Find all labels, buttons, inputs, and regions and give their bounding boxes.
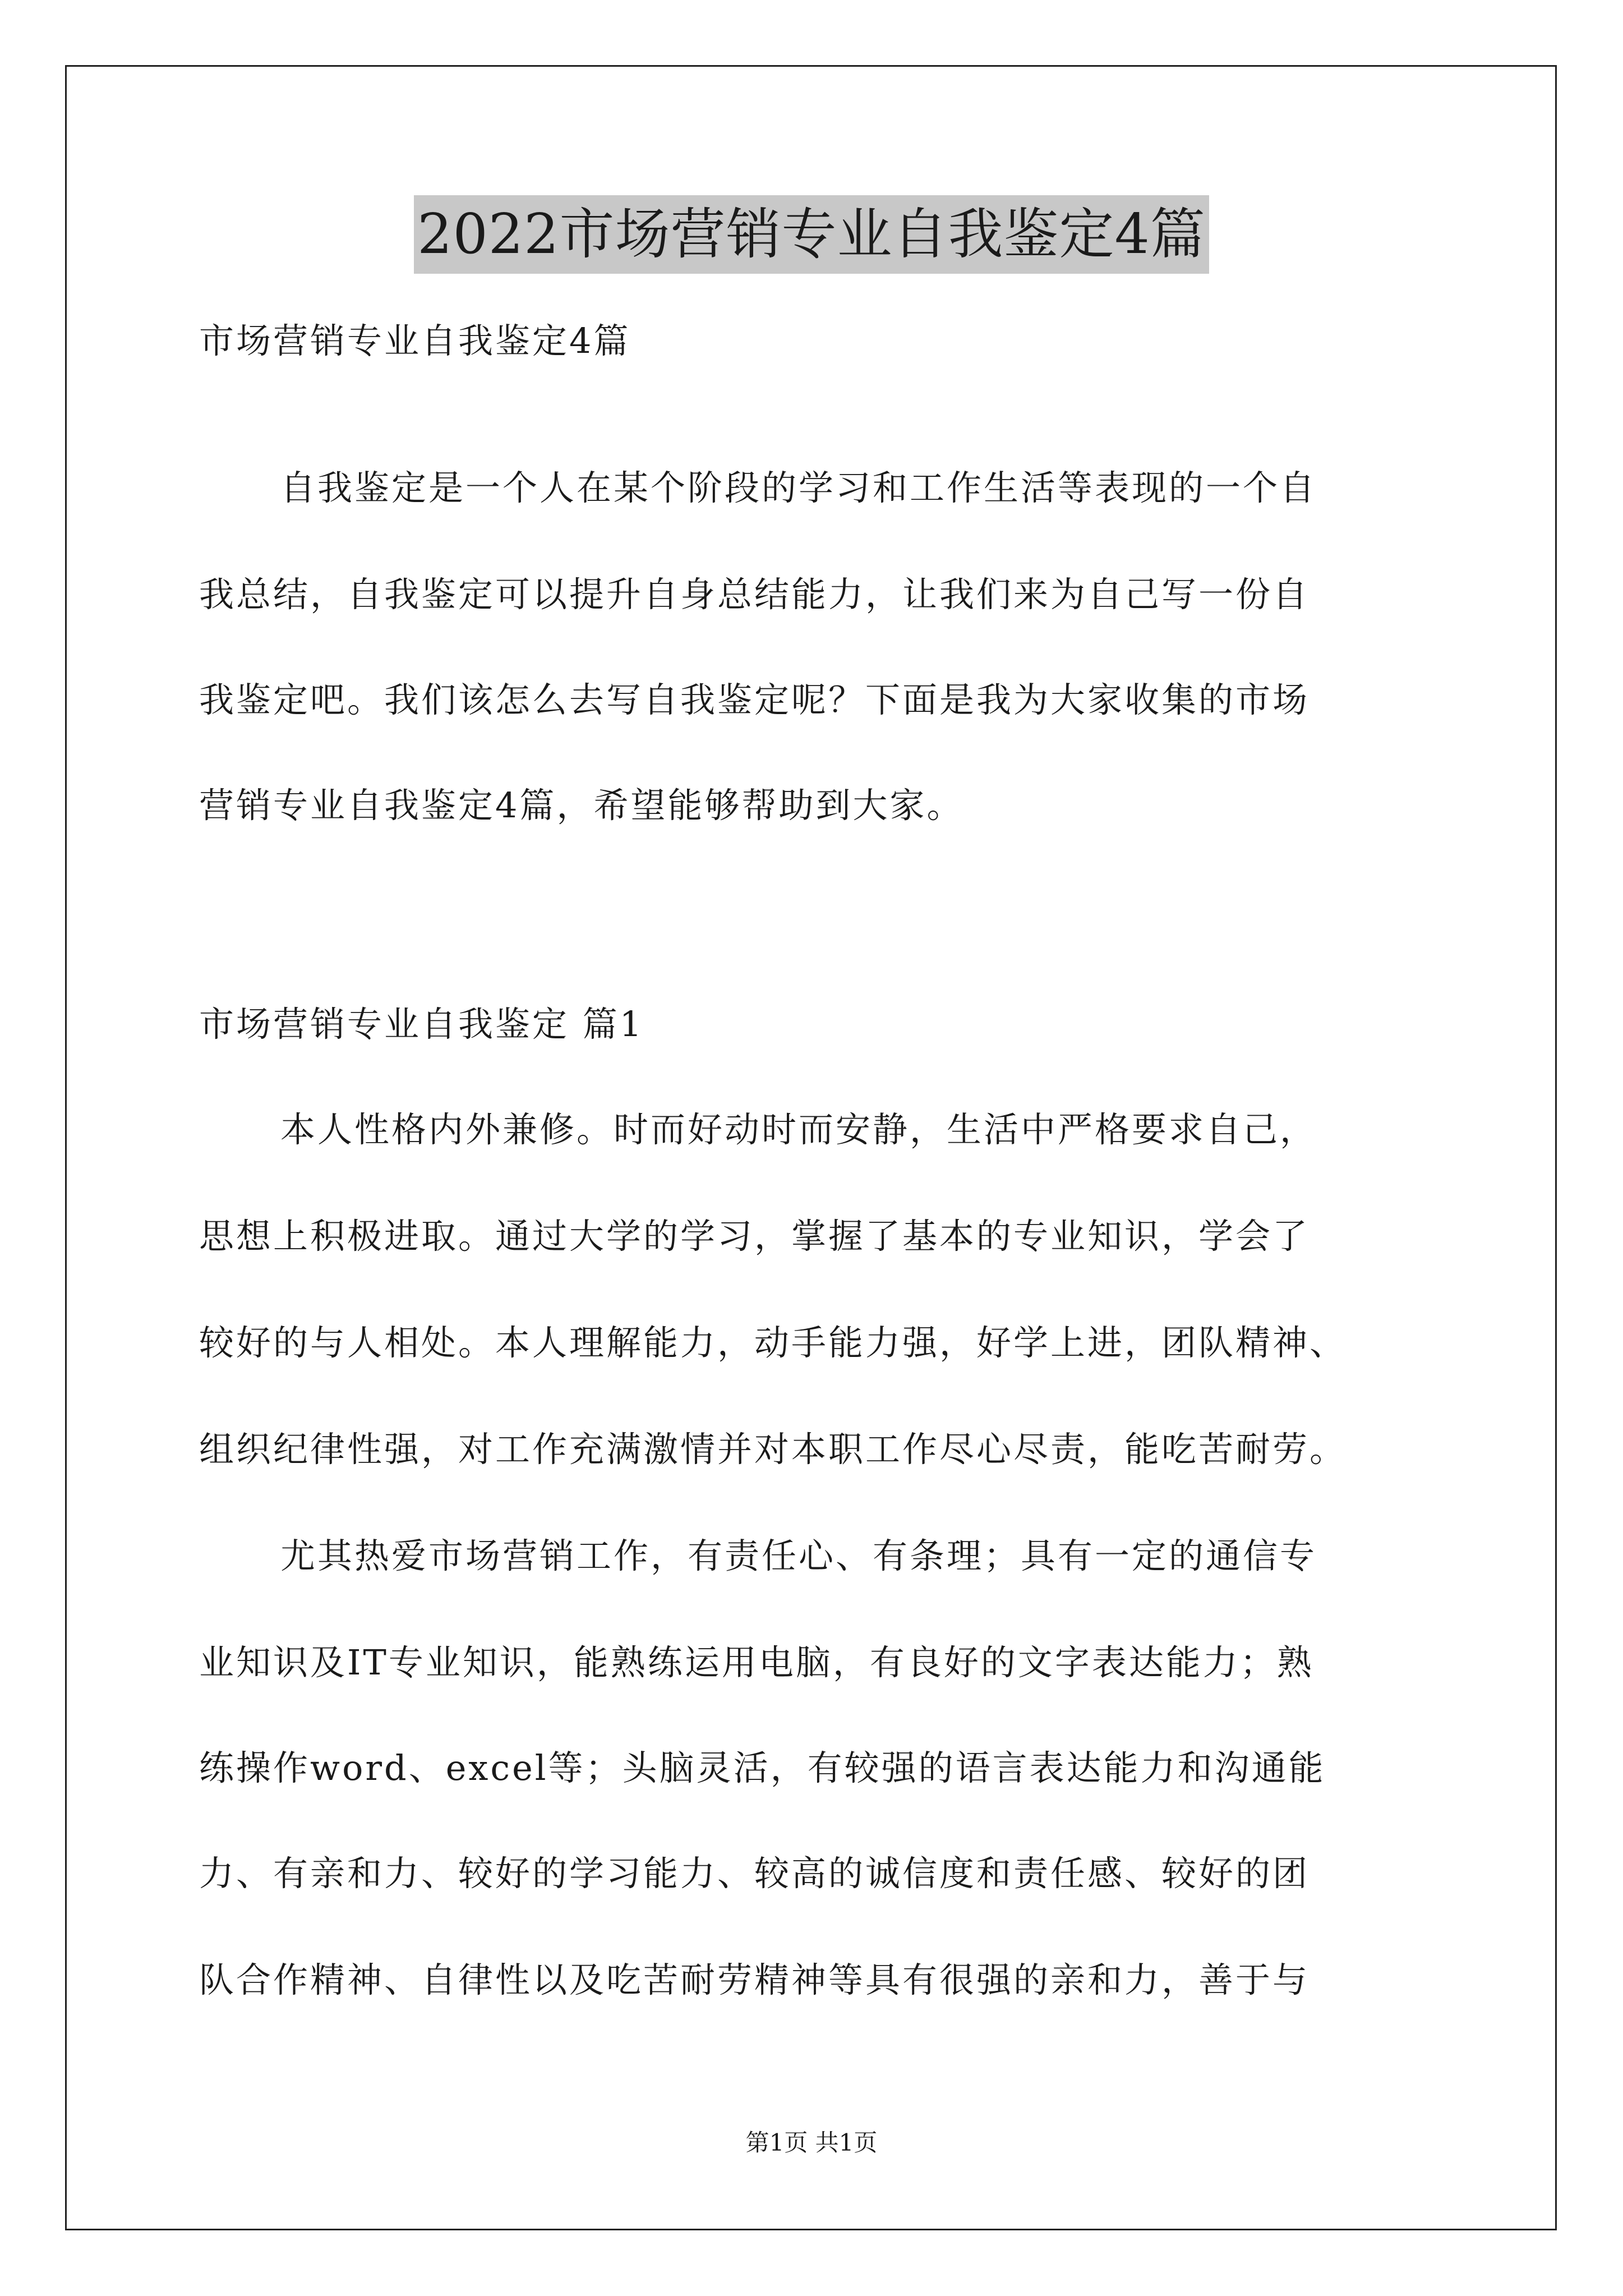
- intro-line-2: 我总结，自我鉴定可以提升自身总结能力，让我们来为自己写一份自: [199, 574, 1310, 615]
- document-title: 2022市场营销专业自我鉴定4篇: [414, 195, 1209, 274]
- intro-line-1: 自我鉴定是一个人在某个阶段的学习和工作生活等表现的一个自: [280, 467, 1317, 508]
- section1-para1-line-3: 较好的与人相处。本人理解能力，动手能力强，好学上进，团队精神、: [199, 1322, 1347, 1363]
- section1-para1-line-2: 思想上积极进取。通过大学的学习，掌握了基本的专业知识，学会了: [199, 1216, 1310, 1257]
- section1-para2-line-1: 尤其热爱市场营销工作，有责任心、有条理；具有一定的通信专: [280, 1535, 1317, 1576]
- section1-para1-line-4: 组织纪律性强，对工作充满激情并对本职工作尽心尽责，能吃苦耐劳。: [199, 1429, 1347, 1470]
- section1-heading: 市场营销专业自我鉴定 篇1: [199, 1004, 644, 1045]
- intro-line-4: 营销专业自我鉴定4篇，希望能够帮助到大家。: [199, 785, 964, 826]
- title-container: [0, 195, 1623, 274]
- section1-para2-line-5: 队合作精神、自律性以及吃苦耐劳精神等具有很强的亲和力，善于与: [199, 1959, 1310, 2000]
- section1-para1-line-1: 本人性格内外兼修。时而好动时而安静，生活中严格要求自己，: [280, 1109, 1317, 1150]
- section1-para2-line-2: 业知识及IT专业知识，能熟练运用电脑，有良好的文字表达能力；熟: [199, 1642, 1314, 1683]
- page-footer: 第1页 共1页: [745, 2129, 878, 2156]
- section1-para2-line-4: 力、有亲和力、较好的学习能力、较高的诚信度和责任感、较好的团: [199, 1853, 1310, 1894]
- document-subtitle: 市场营销专业自我鉴定4篇: [199, 320, 631, 361]
- section1-para2-line-3: 练操作word、excel等；头脑灵活，有较强的语言表达能力和沟通能: [199, 1747, 1326, 1788]
- intro-line-3: 我鉴定吧。我们该怎么去写自我鉴定呢？下面是我为大家收集的市场: [199, 679, 1310, 720]
